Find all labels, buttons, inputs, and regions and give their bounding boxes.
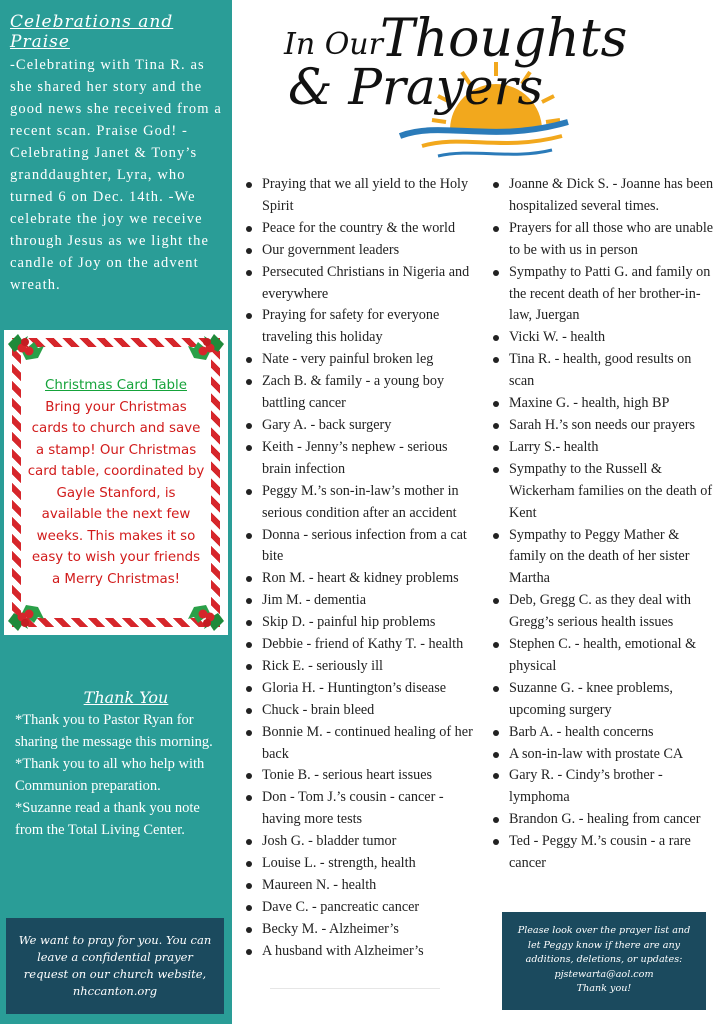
list-item: Peace for the country & the world (242, 218, 478, 240)
list-item: Maxine G. - health, high BP (489, 393, 719, 415)
list-item: Don - Tom J.’s cousin - cancer - having more tests (242, 787, 478, 831)
list-item: Keith - Jenny’s nephew - serious brain infection (242, 437, 478, 481)
list-item: Ron M. - heart & kidney problems (242, 568, 478, 590)
list-item: Sympathy to Patti G. and family on the recent death of her brother-in-law, Juergan (489, 262, 719, 328)
prayer-request-box (6, 918, 224, 1014)
divider (270, 988, 440, 989)
thoughts-prayers-logo (282, 4, 628, 164)
list-item: Sympathy to the Russell & Wickerham families on the death of Kent (489, 459, 719, 525)
card-table-text (26, 375, 206, 590)
list-item: Becky M. - Alzheimer’s (242, 919, 478, 941)
logo-text-line3: & Prayers (288, 58, 544, 116)
prayer-request-text: We want to pray for you. You can leave a confidential prayer request on our church website, nhccanton.org (18, 933, 212, 998)
list-item: Tonie B. - serious heart issues (242, 765, 478, 787)
list-item: Larry S.- health (489, 437, 719, 459)
list-item: Stephen C. - health, emotional & physical (489, 634, 719, 678)
thank-you-line: *Suzanne read a thank you note from the Total Living Center. (15, 800, 200, 838)
prayer-list-note (502, 912, 706, 1010)
list-item: Skip D. - painful hip problems (242, 612, 478, 634)
list-item: Vicki W. - health (489, 327, 719, 349)
list-item: Nate - very painful broken leg (242, 349, 478, 371)
holly-icon (4, 330, 46, 370)
list-item: Gloria H. - Huntington’s disease (242, 678, 478, 700)
list-item: Zach B. & family - a young boy battling cancer (242, 371, 478, 415)
list-item: Praying for safety for everyone traveling this holiday (242, 305, 478, 349)
list-item: Maureen N. - health (242, 875, 478, 897)
holly-icon (4, 595, 46, 635)
celebrations-text: -Celebrating with Tina R. as she shared her story and the good news she received from a recent scan. Praise God! -Celebrating Janet & Tony’s granddaughter, Lyra, who turned 6 on Dec. 14th. -We celebrate the joy we receive through Jesus as we light the candle of Joy on the advent wreath. (10, 57, 222, 293)
prayer-list-column-1 (242, 174, 478, 963)
list-item: Persecuted Christians in Nigeria and everywhere (242, 262, 478, 306)
logo-text-line2: Thoughts (380, 9, 628, 69)
thank-you-title: Thank You (83, 688, 169, 707)
list-item: Jim M. - dementia (242, 590, 478, 612)
list-item: Suzanne G. - knee problems, upcoming surgery (489, 678, 719, 722)
list-item: Praying that we all yield to the Holy Spirit (242, 174, 478, 218)
list-item: Dave C. - pancreatic cancer (242, 897, 478, 919)
list-item: Chuck - brain bleed (242, 700, 478, 722)
left-column (0, 0, 232, 1024)
list-item: Sympathy to Peggy Mather & family on the death of her sister Martha (489, 525, 719, 591)
card-table-body: Bring your Christmas cards to church and save a stamp! Our Christmas card table, coordinated by Gayle Stanford, is available the next few weeks. This makes it so easy to wish your friends a Merry Christmas! (27, 399, 205, 587)
thank-you-line: *Thank you to all who help with Communion preparation. (15, 756, 205, 794)
thank-you-section (15, 688, 227, 841)
logo-text-line1: In Our (284, 27, 383, 62)
list-item: Gary R. - Cindy’s brother - lymphoma (489, 765, 719, 809)
list-item: A husband with Alzheimer’s (242, 941, 478, 963)
celebrations-section (10, 12, 226, 296)
list-item: Tina R. - health, good results on scan (489, 349, 719, 393)
list-item: Barb A. - health concerns (489, 722, 719, 744)
list-item: Gary A. - back surgery (242, 415, 478, 437)
note-text: Please look over the prayer list and let Peggy know if there are any additions, deletions, or updates: (517, 925, 691, 965)
list-item: Our government leaders (242, 240, 478, 262)
list-item: Donna - serious infection from a cat bite (242, 525, 478, 569)
note-closing: Thank you! (576, 983, 632, 994)
list-item: Josh G. - bladder tumor (242, 831, 478, 853)
list-item: Debbie - friend of Kathy T. - health (242, 634, 478, 656)
list-item: Peggy M.’s son-in-law’s mother in serious condition after an accident (242, 481, 478, 525)
note-email[interactable]: pjstewarta@aol.com (554, 968, 654, 980)
list-item: Deb, Gregg C. as they deal with Gregg’s serious health issues (489, 590, 719, 634)
holly-icon (186, 595, 228, 635)
list-item: A son-in-law with prostate CA (489, 744, 719, 766)
list-item: Prayers for all those who are unable to be with us in person (489, 218, 719, 262)
list-item: Sarah H.’s son needs our prayers (489, 415, 719, 437)
list-item: Louise L. - strength, health (242, 853, 478, 875)
list-item: Bonnie M. - continued healing of her back (242, 722, 478, 766)
list-item: Rick E. - seriously ill (242, 656, 478, 678)
card-table-title: Christmas Card Table (45, 378, 187, 393)
holly-icon (186, 330, 228, 370)
list-item: Joanne & Dick S. - Joanne has been hospitalized several times. (489, 174, 719, 218)
list-item: Brandon G. - healing from cancer (489, 809, 719, 831)
celebrations-title: Celebrations and Praise (10, 12, 174, 52)
christmas-card-box (4, 330, 228, 635)
list-item: Ted - Peggy M.’s cousin - a rare cancer (489, 831, 719, 875)
thank-you-line: *Thank you to Pastor Ryan for sharing the message this morning. (15, 712, 213, 750)
prayer-list-column-2 (489, 174, 719, 875)
